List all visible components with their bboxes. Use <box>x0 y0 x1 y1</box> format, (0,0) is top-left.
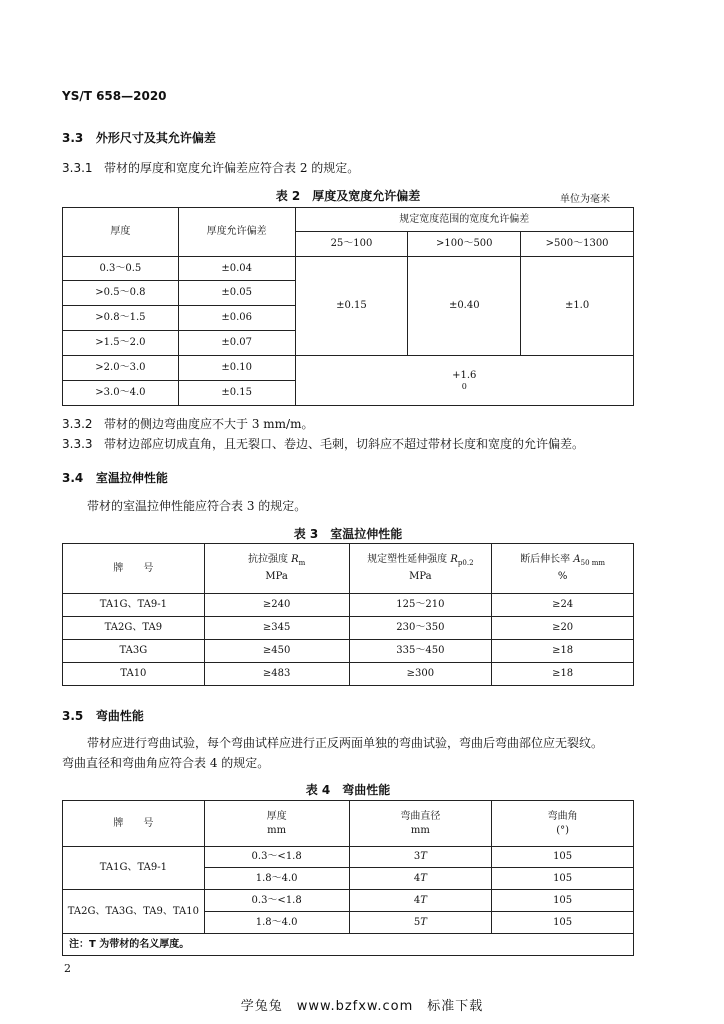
cell-elongation: ≥20 <box>492 617 634 640</box>
clause-number: 3.3.1 <box>62 161 93 175</box>
symbol: R <box>291 554 299 565</box>
page-number: 2 <box>64 962 71 975</box>
cell-tolerance: ±0.10 <box>178 356 295 381</box>
cell-rm: ≥345 <box>204 617 349 640</box>
header-width-range: >100～500 <box>408 232 521 257</box>
cell-bend-diameter <box>349 868 492 890</box>
header-label: 厚度 <box>266 810 287 822</box>
table-row <box>63 617 634 640</box>
header-width-range: 25～100 <box>295 232 408 257</box>
clause-number: 3.3.2 <box>62 417 93 431</box>
cell-grade: TA2G、TA9 <box>63 617 205 640</box>
subscript: p0.2 <box>457 559 474 567</box>
section-3-4-heading <box>62 469 168 486</box>
cell-elongation: ≥24 <box>492 594 634 617</box>
cell-thickness: 0.3～<1.8 <box>204 847 349 868</box>
cell-width-tolerance-thick <box>295 356 633 406</box>
section-3-5-paragraph-2: 弯曲直径和弯曲角应符合表 4 的规定。 <box>62 756 270 770</box>
cell-rp: 125～210 <box>349 594 492 617</box>
table-3-caption: 表 3 室温拉伸性能 <box>293 527 403 541</box>
cell-bend-angle: 105 <box>492 847 634 868</box>
header-unit: MPa <box>265 571 288 582</box>
header-label: 弯曲直径 <box>400 810 441 822</box>
section-title: 外形尺寸及其允许偏差 <box>95 131 216 145</box>
header-tensile-strength <box>204 544 349 594</box>
table-row <box>63 257 634 281</box>
cell-thickness: >0.8～1.5 <box>63 306 179 331</box>
cell-width-tolerance: ±1.0 <box>521 257 634 356</box>
header-unit: mm <box>410 824 430 836</box>
tolerance-lower: 0 <box>461 381 467 391</box>
cell-bend-diameter <box>349 890 492 912</box>
clause-3-3-3 <box>62 434 584 454</box>
header-label: 弯曲角 <box>547 810 578 822</box>
cell-tolerance: ±0.04 <box>178 257 295 281</box>
cell-tolerance: ±0.07 <box>178 331 295 356</box>
cell-width-tolerance: ±0.40 <box>408 257 521 356</box>
cell-thickness: >1.5～2.0 <box>63 331 179 356</box>
table-3 <box>62 543 634 686</box>
header-proof-strength <box>349 544 492 594</box>
table-note: 注：T 为带材的名义厚度。 <box>63 934 634 956</box>
section-number: 3.3 <box>62 131 84 145</box>
clause-text: 带材的侧边弯曲度应不大于 3 mm/m。 <box>104 417 314 431</box>
table-row <box>63 594 634 617</box>
section-3-5-heading <box>62 707 144 724</box>
table-row <box>63 847 634 868</box>
header-unit: % <box>557 571 568 582</box>
header-thickness <box>204 801 349 847</box>
cell-elongation: ≥18 <box>492 663 634 686</box>
clause-text: 带材的厚度和宽度允许偏差应符合表 2 的规定。 <box>104 161 360 175</box>
cell-bend-angle: 105 <box>492 890 634 912</box>
header-elongation <box>492 544 634 594</box>
table-2 <box>62 207 634 406</box>
header-label: 抗拉强度 <box>247 554 292 565</box>
header-unit: (°) <box>556 824 570 836</box>
cell-thickness: >2.0～3.0 <box>63 356 179 381</box>
cell-rm: ≥240 <box>204 594 349 617</box>
cell-bend-angle: 105 <box>492 868 634 890</box>
cell-rp: ≥300 <box>349 663 492 686</box>
thickness-symbol: T <box>420 851 427 862</box>
table-2-unit: 单位为毫米 <box>560 194 610 205</box>
cell-thickness: 0.3～0.5 <box>63 257 179 281</box>
symbol: A <box>573 554 581 565</box>
diameter-factor: 4 <box>413 894 421 906</box>
section-number: 3.5 <box>62 709 84 723</box>
tolerance-upper: +1.6 <box>452 369 477 381</box>
table-row <box>63 356 634 381</box>
cell-bend-diameter <box>349 912 492 934</box>
table-2-caption: 表 2 厚度及宽度允许偏差 <box>275 189 421 203</box>
cell-thickness: 1.8～4.0 <box>204 912 349 934</box>
cell-rm: ≥450 <box>204 640 349 663</box>
table-row <box>63 890 634 912</box>
table-4-caption: 表 4 弯曲性能 <box>305 783 391 797</box>
table-row <box>63 640 634 663</box>
header-thickness-tolerance: 厚度允许偏差 <box>178 208 295 257</box>
header-label: 断后伸长率 <box>520 554 574 565</box>
diameter-factor: 5 <box>413 916 421 928</box>
cell-rp: 335～450 <box>349 640 492 663</box>
diameter-factor: 3 <box>413 851 421 862</box>
header-bend-diameter <box>349 801 492 847</box>
thickness-symbol: T <box>420 916 427 928</box>
header-unit: mm <box>267 824 287 836</box>
header-bend-angle <box>492 801 634 847</box>
section-title: 室温拉伸性能 <box>95 471 168 485</box>
header-grade: 牌 号 <box>63 544 205 594</box>
section-3-5-paragraph-1: 带材应进行弯曲试验，每个弯曲试样应进行正反两面单独的弯曲试验，弯曲后弯曲部位应无裂纹。 <box>87 736 604 750</box>
clause-3-3-1 <box>62 158 359 178</box>
table-note-row <box>63 934 634 956</box>
diameter-factor: 4 <box>413 872 421 884</box>
subscript: 50 mm <box>580 559 606 567</box>
header-label: 规定塑性延伸强度 <box>367 554 451 565</box>
section-3-3-heading <box>62 129 216 146</box>
symbol: R <box>450 554 458 565</box>
section-number: 3.4 <box>62 471 84 485</box>
section-title: 弯曲性能 <box>95 709 144 723</box>
cell-grade: TA3G <box>63 640 205 663</box>
cell-grade-group: TA1G、TA9-1 <box>63 847 205 890</box>
subscript: m <box>298 559 306 567</box>
cell-thickness: >0.5～0.8 <box>63 281 179 306</box>
cell-thickness: 0.3～<1.8 <box>204 890 349 912</box>
cell-tolerance: ±0.15 <box>178 381 295 406</box>
cell-grade: TA10 <box>63 663 205 686</box>
cell-thickness: 1.8～4.0 <box>204 868 349 890</box>
cell-thickness: >3.0～4.0 <box>63 381 179 406</box>
table-row <box>63 663 634 686</box>
cell-elongation: ≥18 <box>492 640 634 663</box>
section-3-4-paragraph: 带材的室温拉伸性能应符合表 3 的规定。 <box>87 499 307 513</box>
document-code: YS/T 658—2020 <box>62 89 167 103</box>
cell-bend-angle: 105 <box>492 912 634 934</box>
clause-text: 带材边部应切成直角，且无裂口、卷边、毛刺，切斜应不超过带材长度和宽度的允许偏差。 <box>104 437 585 451</box>
cell-width-tolerance: ±0.15 <box>295 257 408 356</box>
header-width-range: >500～1300 <box>521 232 634 257</box>
cell-rm: ≥483 <box>204 663 349 686</box>
cell-bend-diameter <box>349 847 492 868</box>
cell-tolerance: ±0.06 <box>178 306 295 331</box>
header-grade: 牌 号 <box>63 801 205 847</box>
cell-tolerance: ±0.05 <box>178 281 295 306</box>
thickness-symbol: T <box>420 872 427 884</box>
cell-grade-group: TA2G、TA3G、TA9、TA10 <box>63 890 205 934</box>
cell-rp: 230～350 <box>349 617 492 640</box>
header-thickness: 厚度 <box>63 208 179 257</box>
clause-3-3-2 <box>62 414 313 434</box>
cell-grade: TA1G、TA9-1 <box>63 594 205 617</box>
header-unit: MPa <box>409 571 432 582</box>
footer-watermark: 学兔兔 www.bzfxw.com 标准下载 <box>240 999 484 1014</box>
clause-number: 3.3.3 <box>62 437 93 451</box>
table-4 <box>62 800 634 956</box>
header-width-tolerance-group: 规定宽度范围的宽度允许偏差 <box>295 208 633 232</box>
thickness-symbol: T <box>420 894 427 906</box>
